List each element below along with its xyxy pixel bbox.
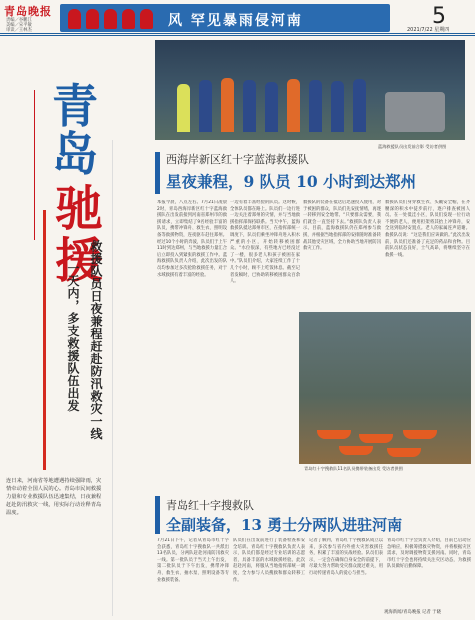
- person-figure: [287, 79, 300, 132]
- headline-char: 驰: [55, 181, 104, 237]
- article-column: 记者了解到，青岛红十字搜救队成立以来，多次参与省内外重大灾害救援任务，积累了丰富的实战经验。队员们表示，一定会在确保自身安全的前提下，尽最大努力帮助受灾群众渡过难关，用行动传递青岛人的爱心与担当。: [309, 538, 383, 576]
- article-column: 队员们在出发前进行了装备检查和安全培训。青岛红十字搜救队负责人表示，队员们都是经过专业培训的志愿者，具备丰富的水域救援经验。此次赶赴河南，将服从当地指挥部统一调度，全力参与人员搜救和群众转移工作。: [233, 538, 305, 583]
- section-title: 全副装备，13 勇士分两队进驻河南: [166, 516, 403, 534]
- person-figure: [243, 80, 256, 132]
- header-banner: [60, 4, 390, 32]
- divider: [34, 90, 35, 240]
- photo-caption: 蓝海救援队员出发前合影 受访者供图: [378, 144, 447, 149]
- boat: [339, 446, 373, 455]
- editor-line: 审读／王林杰: [6, 28, 32, 34]
- section-marker: [155, 152, 160, 194]
- person-figure: [199, 80, 212, 132]
- article-column: 青岛市红十字会负责人介绍，目前已启动应急响应，积极筹措救灾物资，并将根据灾区需求，及时调拨物资支援河南。同时，青岛市红十字会也将持续关注灾区动态，为救援队员做好后勤保障。: [387, 538, 471, 570]
- section-subtitle: 青岛红十字搜救队: [166, 499, 254, 512]
- editor-credits: [6, 18, 32, 34]
- editor-line: 责编／谷鹏江: [6, 18, 32, 23]
- page-header: [0, 0, 475, 36]
- article-column: 救援队的装备在抵达后迅速投入使用，对于被困的群众，队员们先安抚情绪，再逐一转移到安全地带。“只要群众需要，我们就会一直坚持下去。”救援队负责人表示。目前，蓝海救援队仍在郑州参与救援，并根据当地指挥部的安排随时准备转战其他受灾区域，全力协助当地开展防汛救灾工作。: [303, 200, 381, 252]
- article-column: 救援队员们身穿救生衣、头戴安全帽，在齐腰深的积水中徒步前行，逐户排查被困人员。在一处低洼小区，队员们发现一位行动不便的老人，便用担架将其抬上冲锋舟，安全送到临时安置点。老人的家属连声道谢。救援队员说：“这是我们应该做的。”此次出发前，队员们还准备了充足的药品和食物。目前队员状态良好，士气高昂，将继续坚守在救援一线。: [385, 200, 470, 258]
- byline: 观海新闻/青岛晚报 记者 于晓: [384, 610, 441, 615]
- person-figure: [221, 78, 234, 132]
- rescuer-figure-icon: [86, 9, 99, 29]
- issue-date: 2021/7/22 星期四: [407, 27, 450, 33]
- headline-char: 援: [55, 233, 104, 289]
- divider: [112, 140, 113, 616]
- vehicle: [385, 92, 445, 132]
- person-figure: [331, 81, 344, 132]
- boat: [359, 434, 393, 443]
- accent-bar: [43, 210, 46, 470]
- sidebar-subtitle: 救援队员日夜兼程赶赴防汛救灾一线: [89, 240, 103, 440]
- headline-char: 青: [52, 79, 98, 133]
- person-figure: [309, 80, 322, 132]
- section-title: 星夜兼程，9 队员 10 小时到达郑州: [166, 172, 417, 191]
- person-figure: [353, 79, 366, 132]
- rescue-photo: [299, 312, 471, 464]
- newspaper-logo: 青岛晚报: [4, 5, 52, 18]
- rescuer-figure-icon: [68, 9, 81, 29]
- boat: [317, 430, 351, 439]
- editor-line: 美编／宋平敏: [6, 23, 32, 29]
- banner-title: 风 罕见暴雨侵河南: [168, 13, 303, 29]
- article-column: 本报今晨，八点左右。7月21日凌晨2时，青岛西海岸新区红十字蓝海救援队在出发前接到河南省郑州市的救援请求，立即集结了9名经验丰富的队员，携带冲锋舟、救生衣、照明设备等救援物资，连夜驱车赶往郑州。经过10个小时的奔波，队员们于上午11时到达郑州，与当地救援力量汇合后立即投入到紧张的救援工作中。蓝海救援队负责人介绍，此次出发的队员均参加过多次抢险救援任务，对于水域救援有着丰富的经验。: [157, 200, 227, 278]
- section-subtitle: 西海岸新区红十字蓝海救援队: [166, 153, 309, 166]
- headline-char: 岛: [52, 127, 98, 181]
- sidebar-subtitle: 一天内，多支救援队伍出发: [66, 262, 80, 412]
- boat: [387, 448, 421, 457]
- person-figure: [265, 82, 278, 132]
- rescuer-figure-icon: [140, 9, 153, 29]
- team-photo: [155, 40, 465, 140]
- boat: [403, 430, 437, 439]
- intro-paragraph: 连日来，河南省等地遭遇持续强降雨，灾情牵动着全国人民的心。青岛市民间救援力量和专业救援队伍迅速集结，日夜兼程赶赴防汛救灾一线，用实际行动诠释青岛温度。: [6, 478, 102, 516]
- article-column: 一边有着丰富经验的队员。这时候，全体队员都在路上。队员们一边行进一边关注着郑州的灾情，并与当地救援指挥部保持联系。当天中午，蓝海救援队抵达郑州市区，在指挥部统一调度下，队员们乘坐冲锋舟进入积水严重的小区，开始转移被困群众。“水位很深，有些地方已经没过了一楼，很多老人和孩子被困在家中。”队员们介绍，大家连续工作了十几个小时，顾不上吃饭休息。截至记者发稿时，已协助转移被困群众百余人。: [230, 200, 300, 285]
- page-number: 5: [432, 4, 446, 29]
- rescuer-figure-icon: [104, 9, 117, 29]
- article-column: 7月21日下午，记者从青岛市红十字会获悉，青岛红十字搜救队一共派出13名队员，分两队赶赴河南防汛救灾一线。第一批队员于当天上午出发，第二批队员于下午出发，携带冲锋舟、救生衣、抽水泵、照明设备等专业救援装备。: [157, 538, 229, 583]
- photo-caption: 青岛红十字搜救队11名队员携带装备出发 受访者供图: [304, 466, 403, 471]
- rescuer-figure-icon: [122, 9, 135, 29]
- person-figure: [177, 84, 190, 132]
- section-marker: [155, 496, 160, 534]
